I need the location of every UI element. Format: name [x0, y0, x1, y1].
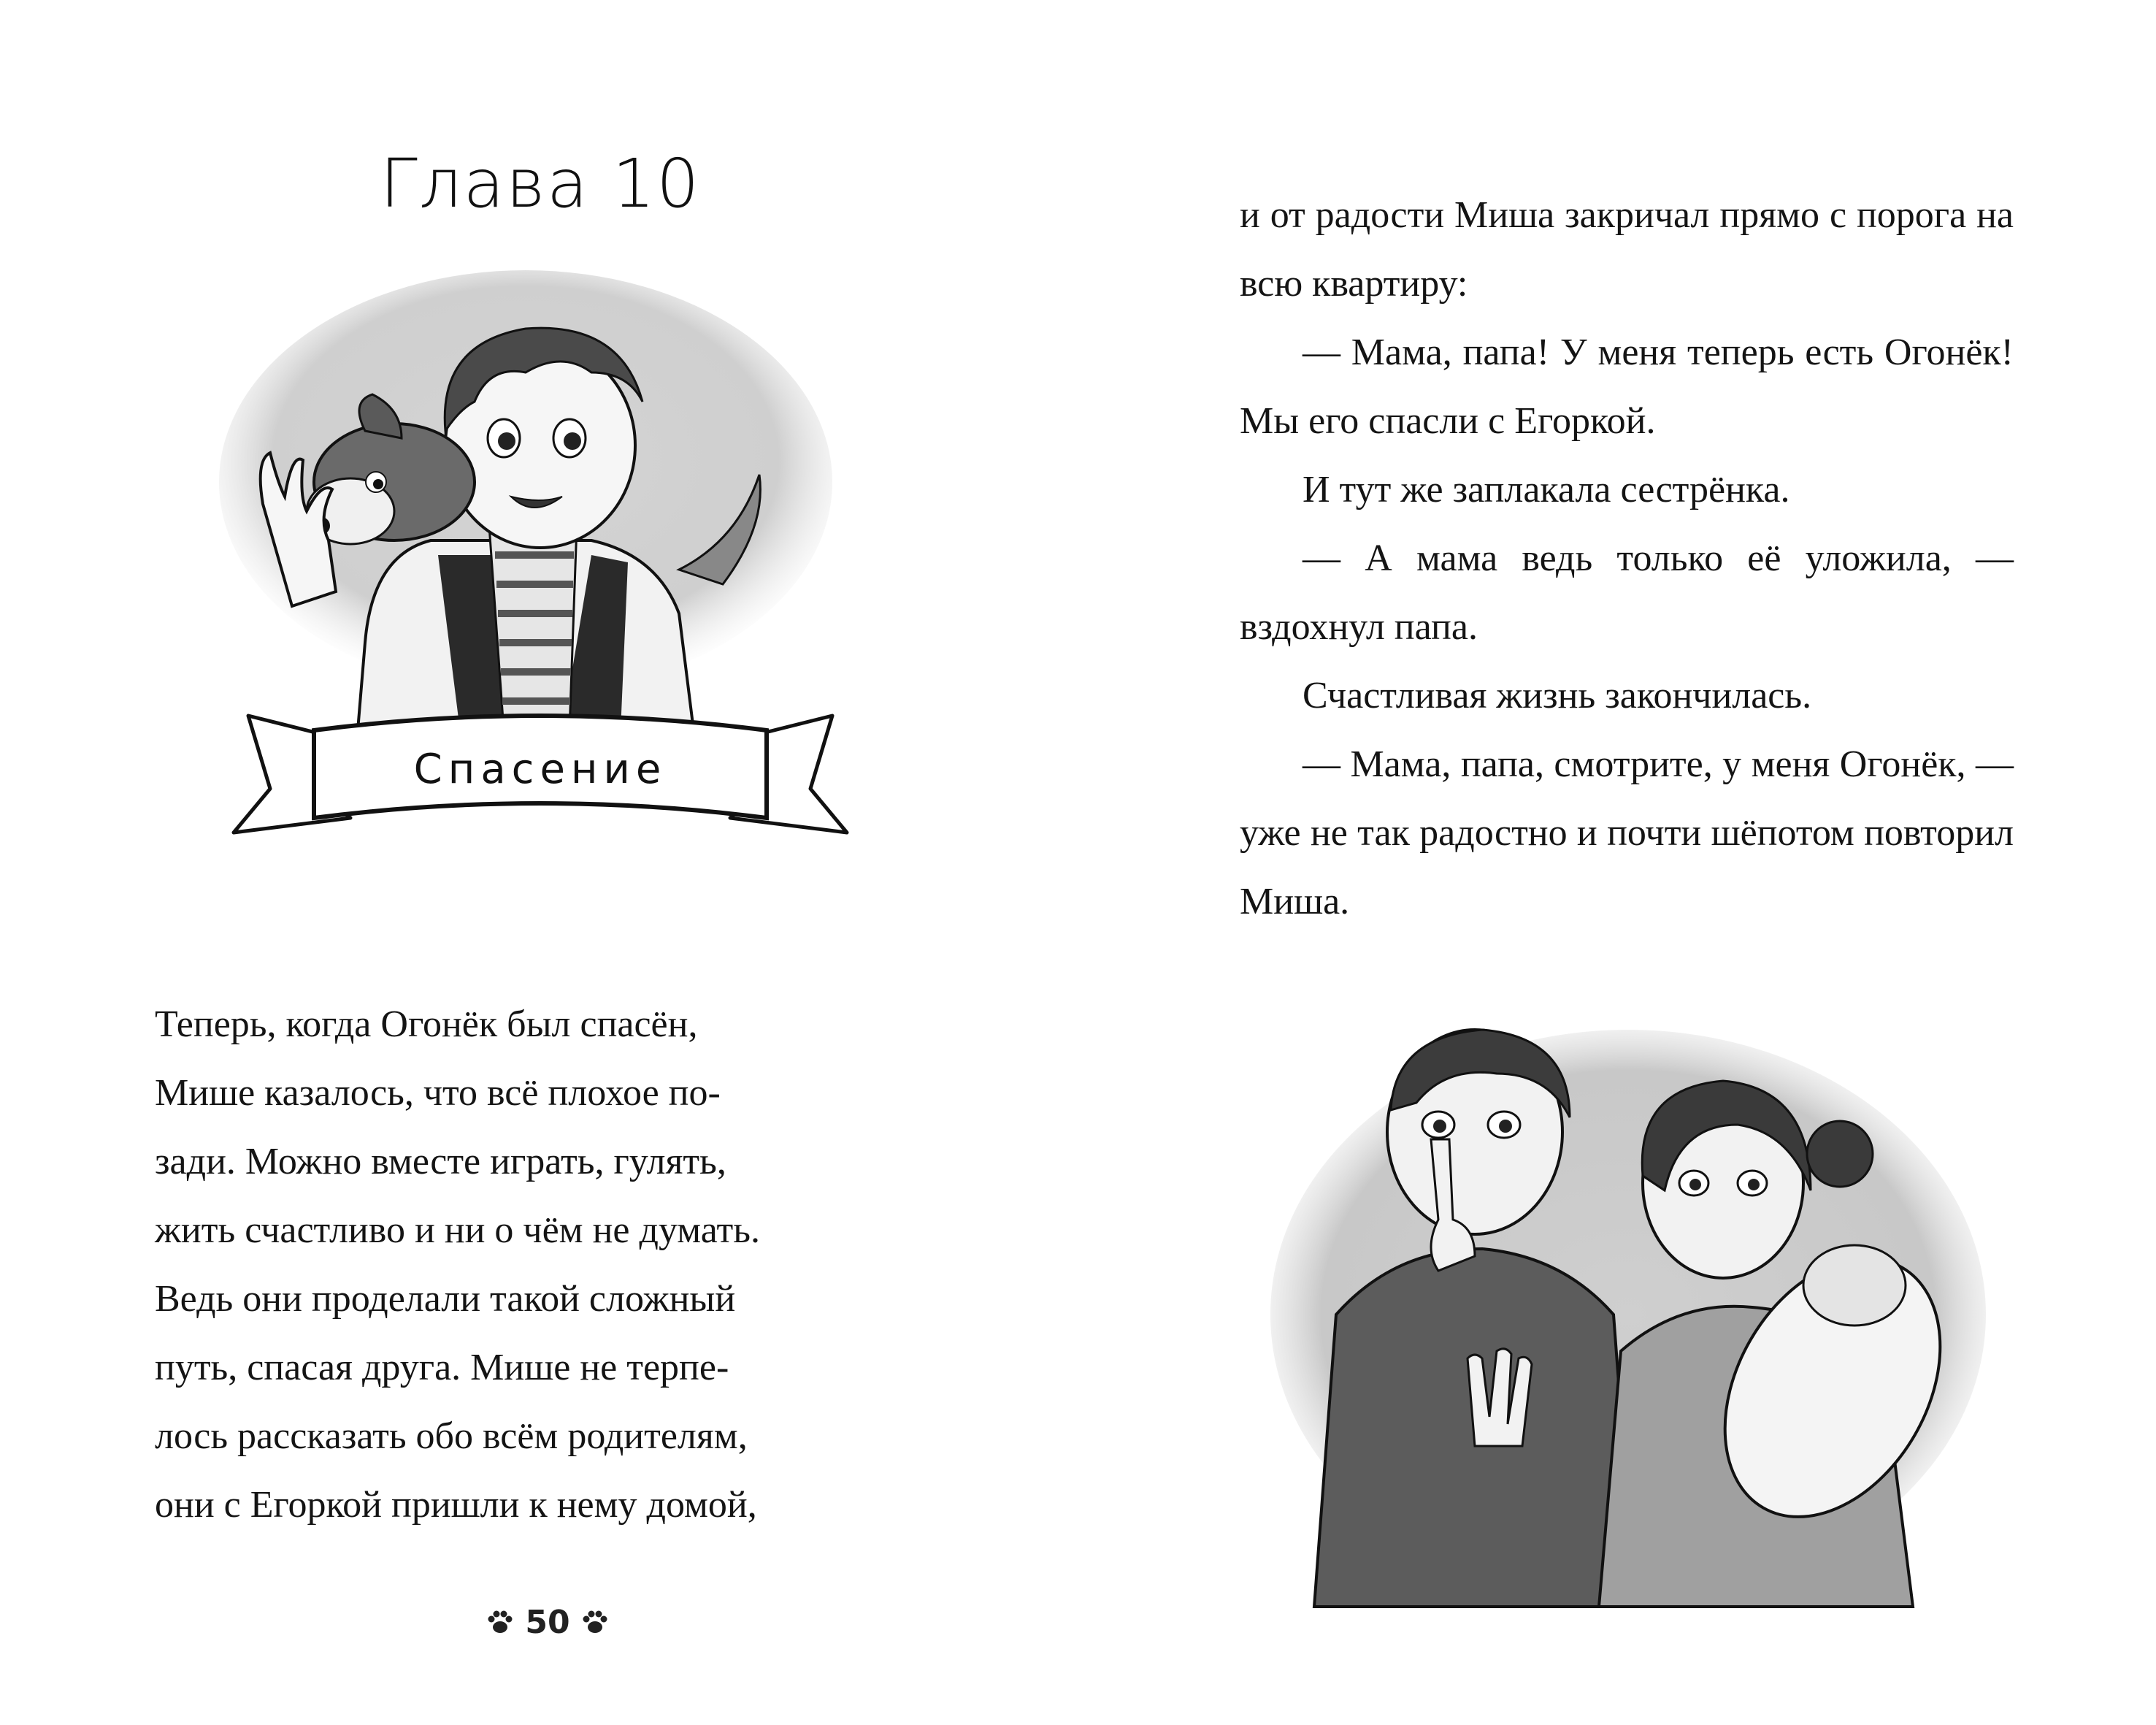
left-line: лось рассказать обо всём родителям, — [155, 1415, 748, 1457]
left-column-text — [155, 990, 933, 1540]
chapter-illustration — [183, 263, 898, 920]
paw-print-icon — [580, 1607, 610, 1637]
paw-print-icon — [486, 1607, 515, 1637]
left-line: Теперь, когда Огонёк был спасён, — [155, 1003, 698, 1045]
left-line: они с Егоркой пришли к нему домой, — [155, 1484, 757, 1526]
page-number: 50 — [525, 1603, 570, 1641]
paragraph: и от радости Миша закричал прямо с порога на всю квартиру: — [1240, 194, 2014, 305]
chapter-title: Глава 10 — [380, 145, 701, 223]
right-column-text — [1240, 181, 2014, 936]
left-line: жить счастливо и ни о чём не думать. — [155, 1209, 760, 1251]
chapter-banner-text: Спасение — [413, 746, 667, 793]
paragraph: И тут же заплакала сестрёнка. — [1303, 469, 1790, 510]
left-line: зади. Можно вместе играть, гулять, — [155, 1141, 726, 1182]
left-line: путь, спасая друга. Мише не терпе- — [155, 1347, 729, 1388]
paragraph: — А мама ведь только её уложила, — вздохнул папа. — [1240, 538, 2014, 648]
paragraph: Счастливая жизнь закончилась. — [1303, 675, 1812, 716]
page-footer — [482, 1596, 613, 1648]
paragraph: — Мама, папа! У меня теперь есть Огонёк! Мы его спасли с Егоркой. — [1240, 332, 2014, 442]
paragraph: — Мама, папа, смотрите, у меня Огонёк, — уже не так радостно и почти шёпотом повторил Миша. — [1240, 743, 2014, 922]
left-line: Мише казалось, что всё плохое по- — [155, 1072, 721, 1114]
left-line: Ведь они проделали такой сложный — [155, 1278, 736, 1320]
parents-illustration — [1256, 1008, 2000, 1607]
